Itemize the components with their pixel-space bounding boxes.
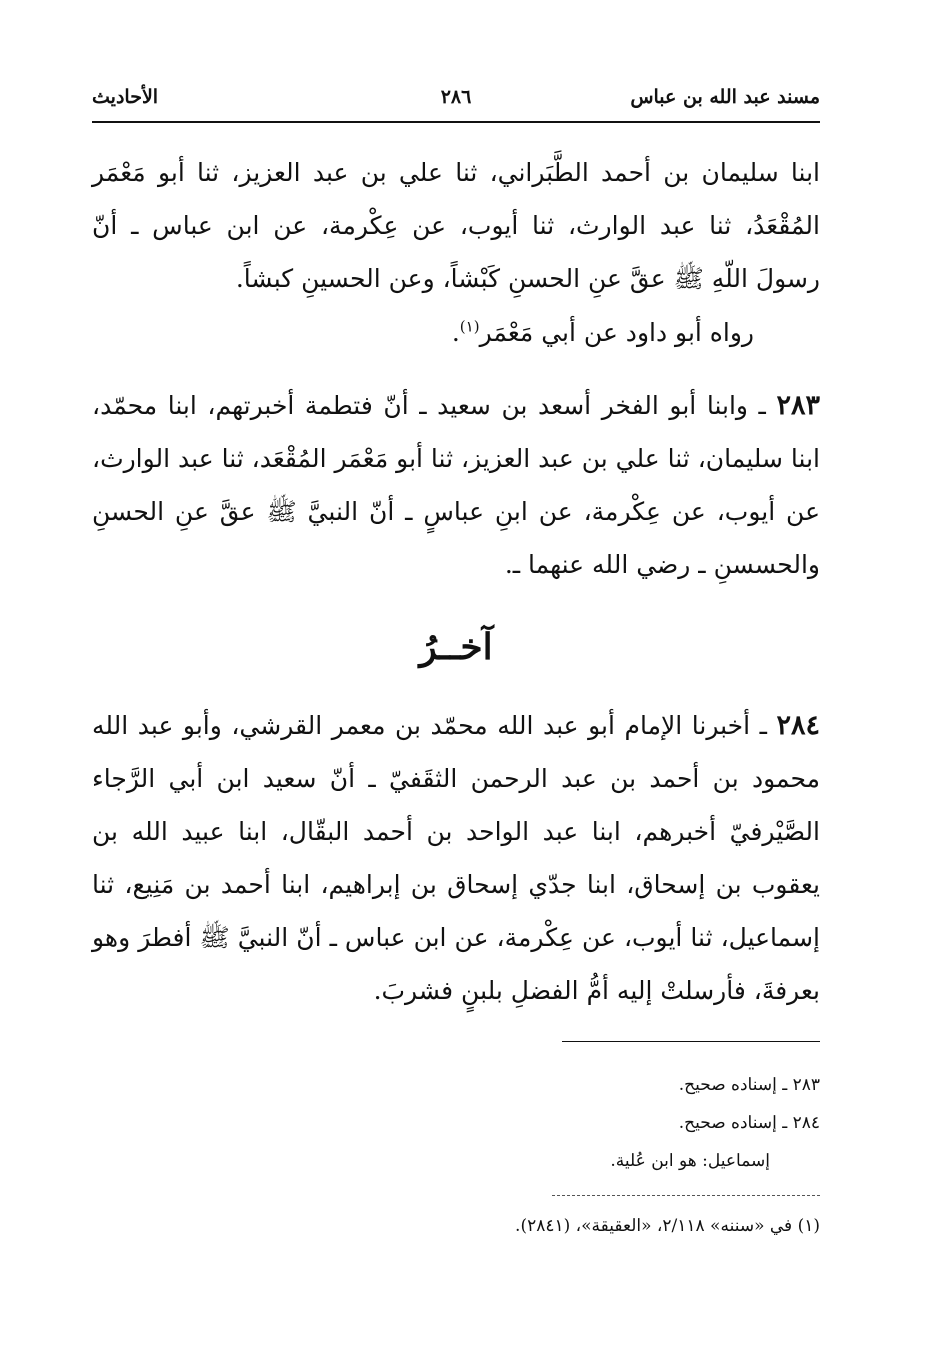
book-title: مسند عبد الله بن عباس (630, 86, 820, 108)
footnote-283: ٢٨٣ ـ إسناده صحيح. (678, 1075, 820, 1095)
paragraph-isnad-282: ابنا سليمان بن أحمد الطَّبَراني، ثنا علي بن عبد العزيز، ثنا أبو مَعْمَر المُقْعَدُ، ثنا عبد الوارث، ثنا أيوب، عن عِكْرمة، عن ابن عباس ـ أنّ رسولَ اللّهِ ﷺ عقَّ عنِ الحسنِ كَبْشاً، وعن الحسينِ كبشاً. (92, 158, 820, 293)
hadith-text-283: ـ وابنا أبو الفخر أسعد بن سعيد ـ أنّ فتطمة أخبرتهم، ابنا محمّد، ابنا سليمان، ثنا علي بن عبد العزيز، ثنا أبو مَعْمَر المُقْعَد، ثنا عبد الوارث، عن أيوب، عن عِكْرمة، عن ابنِ عباسٍ ـ أنّ النبيَّ ﷺ عقَّ عنِ الحسنِ والحسسنِ ـ رضي الله عنهما ـ. (92, 391, 820, 579)
hadith-283 (92, 379, 820, 591)
section-heading: آخــرُ (419, 626, 493, 668)
running-header (92, 86, 820, 120)
footnote-284: ٢٨٤ ـ إسناده صحيح. (678, 1113, 820, 1133)
section-running-title: الأحاديث (92, 86, 159, 108)
hadith-text-284: ـ أخبرنا الإمام أبو عبد الله محمّد بن معمر القرشي، وأبو عبد الله محمود بن أحمد بن عبد الرحمن الثقَفيّ ـ أنّ سعيد ابن أبي الرَّجاء الصَّيْرفيّ أخبرهم، ابنا عبد الواحد بن أحمد البقّال، ابنا عبيد الله بن يعقوب بن إسحاق، ابنا جدّي إسحاق بن إبراهيم، ابنا أحمد بن مَنِيع، ثنا إسماعيل، ثنا أيوب، عن عِكْرمة، عن ابن عباس ـ أنّ النبيَّ ﷺ أفطرَ وهو بعرفةَ، فأرسلتْ إليه أمُّ الفضلِ بلبنٍ فشربَ. (92, 711, 820, 1005)
page-number: ٢٨٦ (440, 86, 472, 108)
footnote-284-extra: إسماعيل: هو ابن عُلية. (610, 1151, 770, 1171)
narration-text: رواه أبو داود عن أبي مَعْمَر (479, 318, 754, 347)
footnotes (320, 1066, 820, 1180)
footnote-rule (562, 1041, 820, 1042)
hadith-number-284: ٢٨٤ (776, 710, 821, 741)
endnote-rule (552, 1195, 820, 1196)
hadith-284 (92, 699, 820, 1017)
hadith-number-283: ٢٨٣ (776, 390, 820, 421)
header-rule (92, 121, 820, 123)
main-text (92, 146, 820, 1017)
narration-end: . (451, 318, 460, 347)
endnote-1: (١) في «سننه» ٢/١١٨، «العقيقة»، (٢٨٤١). (515, 1216, 820, 1236)
footnote-ref: (١) (459, 317, 480, 336)
narration-line (92, 305, 820, 361)
